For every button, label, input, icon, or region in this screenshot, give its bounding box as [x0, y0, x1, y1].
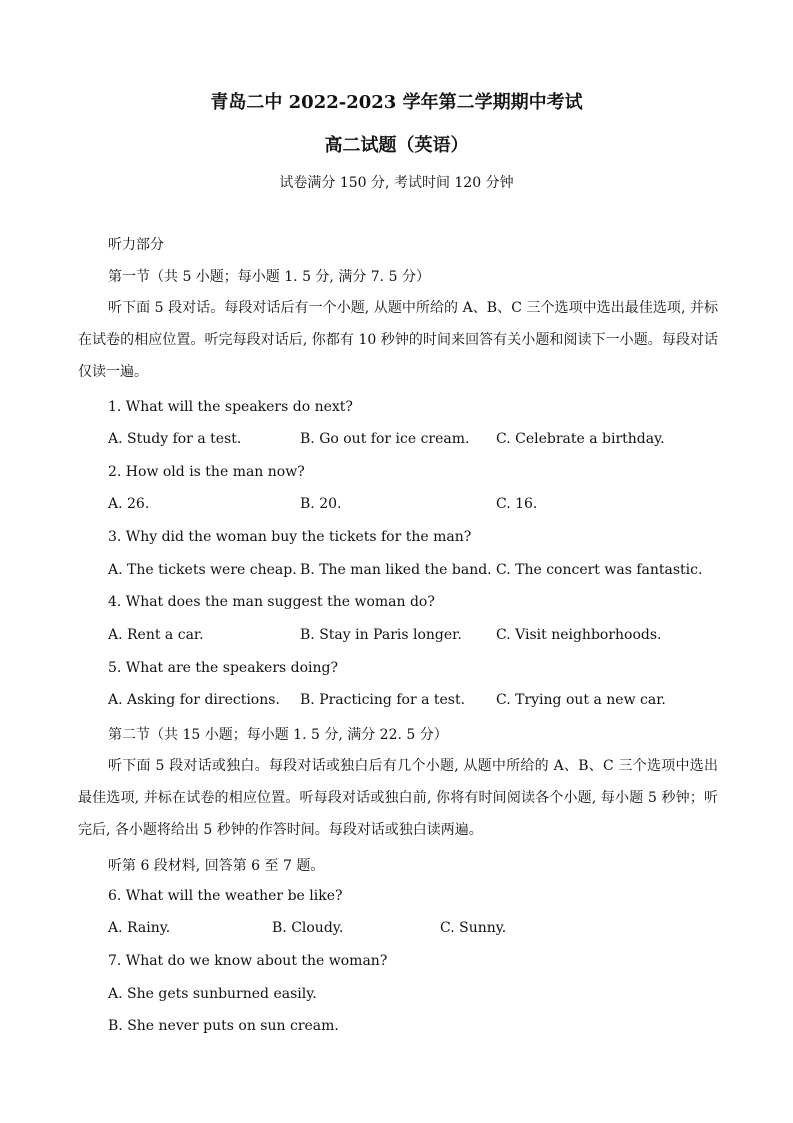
question-3-option-b: B. The man liked the band.: [300, 562, 492, 578]
part2-heading: 第二节（共 15 小题；每小题 1. 5 分, 满分 22. 5 分）: [108, 727, 448, 743]
question-1-option-b: B. Go out for ice cream.: [300, 431, 470, 447]
question-2-option-b: B. 20.: [300, 496, 342, 512]
question-6-option-a: A. Rainy.: [108, 920, 171, 936]
part2-instructions: 听下面 5 段对话或独白。每段对话或独白后有几个小题, 从题中所给的 A、B、C 三个选项中选出最佳选项, 并标在试卷的相应位置。听每段对话或独白前, 你将有时间阅读各个小题, 每小题 5 秒钟；听完后, 各小题将给出 5 秒钟的作答时间。每段对话或独白读两遍。: [78, 758, 718, 838]
question-5-option-b: B. Practicing for a test.: [300, 692, 466, 708]
part1-heading: 第一节（共 5 小题；每小题 1. 5 分, 满分 7. 5 分）: [108, 269, 430, 285]
question-5-option-a: A. Asking for directions.: [108, 692, 280, 708]
question-1: 1. What will the speakers do next?: [108, 399, 353, 415]
question-4-option-c: C. Visit neighborhoods.: [496, 627, 662, 643]
exam-info: 试卷满分 150 分, 考试时间 120 分钟: [279, 175, 514, 191]
page-subtitle: 高二试题（英语）: [324, 135, 469, 156]
part1-instructions: 听下面 5 段对话。每段对话后有一个小题, 从题中所给的 A、B、C 三个选项中选出最佳选项, 并标在试卷的相应位置。听完每段对话后, 你都有 10 秒钟的时间来回答有关小题和阅读下一小题。每段对话仅读一遍。: [78, 300, 718, 380]
question-4: 4. What does the man suggest the woman do?: [108, 594, 435, 610]
question-6-option-c: C. Sunny.: [440, 920, 507, 936]
question-5-option-c: C. Trying out a new car.: [496, 692, 666, 708]
question-7: 7. What do we know about the woman?: [108, 953, 388, 969]
question-1-option-c: C. Celebrate a birthday.: [496, 431, 665, 447]
question-6-option-b: B. Cloudy.: [272, 920, 344, 936]
page-title: 青岛二中 2022-2023 学年第二学期期中考试: [210, 92, 583, 113]
question-3: 3. Why did the woman buy the tickets for the man?: [108, 529, 472, 545]
question-1-option-a: A. Study for a test.: [108, 431, 242, 447]
part2-material: 听第 6 段材料, 回答第 6 至 7 题。: [108, 858, 325, 874]
question-4-option-a: A. Rent a car.: [108, 627, 204, 643]
question-3-option-c: C. The concert was fantastic.: [496, 562, 703, 578]
question-2-option-c: C. 16.: [496, 496, 538, 512]
question-7-option-a: A. She gets sunburned easily.: [108, 986, 317, 1002]
question-2-option-a: A. 26.: [108, 496, 150, 512]
question-2: 2. How old is the man now?: [108, 464, 305, 480]
question-7-option-b: B. She never puts on sun cream.: [108, 1018, 339, 1034]
question-5: 5. What are the speakers doing?: [108, 660, 339, 676]
question-3-option-a: A. The tickets were cheap.: [108, 562, 297, 578]
question-4-option-b: B. Stay in Paris longer.: [300, 627, 462, 643]
question-6: 6. What will the weather be like?: [108, 888, 343, 904]
section-heading: 听力部分: [108, 237, 164, 253]
